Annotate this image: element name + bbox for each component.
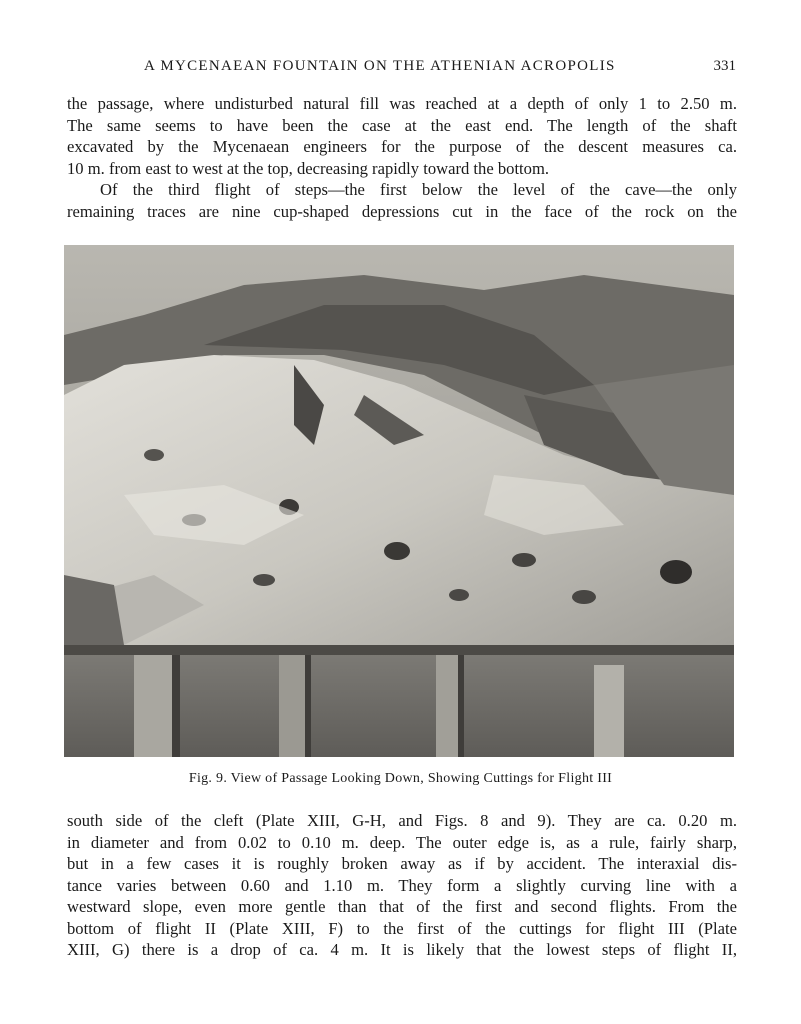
- page-number: 331: [713, 58, 736, 74]
- text-line: the passage, where undisturbed natural fill was reached at a depth of only 1 to 2.50 m.: [67, 94, 737, 113]
- text-line: in diameter and from 0.02 to 0.10 m. deep. The outer edge is, as a rule, fairly sharp,: [67, 832, 737, 852]
- running-title: A MYCENAEAN FOUNTAIN ON THE ATHENIAN ACROPOLIS: [144, 58, 616, 74]
- figure-photograph: [64, 245, 734, 757]
- text-line: XIII, G) there is a drop of ca. 4 m. It is likely that the lowest steps of flight II,: [67, 940, 737, 959]
- text-line: westward slope, even more gentle than that of the first and second flights. From the: [67, 897, 737, 916]
- text-line: The same seems to have been the case at the east end. The length of the shaft: [67, 115, 737, 135]
- body-text-bottom: [67, 810, 737, 961]
- text-line: but in a few cases it is roughly broken away as if by accident. The interaxial dis-: [67, 854, 737, 873]
- text-line: remaining traces are nine cup-shaped depressions cut in the face of the rock on the: [67, 201, 737, 221]
- text-line: Of the third flight of steps—the first below the level of the cave—the only: [100, 180, 737, 199]
- running-header: [66, 58, 736, 82]
- text-line: south side of the cleft (Plate XIII, G-H, and Figs. 8 and 9). They are ca. 0.20 m.: [67, 811, 737, 830]
- text-line: 10 m. from east to west at the top, decreasing rapidly toward the bottom.: [67, 158, 550, 178]
- figure-caption: Fig. 9. View of Passage Looking Down, Showing Cuttings for Flight III: [188, 771, 613, 786]
- body-text-top: [67, 93, 737, 222]
- text-line: bottom of flight II (Plate XIII, F) to the first of the cuttings for flight III (Plate: [67, 918, 737, 938]
- text-line: tance varies between 0.60 and 1.10 m. They form a slightly curving line with a: [67, 875, 737, 895]
- text-line: excavated by the Mycenaean engineers for the purpose of the descent measures ca.: [67, 137, 737, 156]
